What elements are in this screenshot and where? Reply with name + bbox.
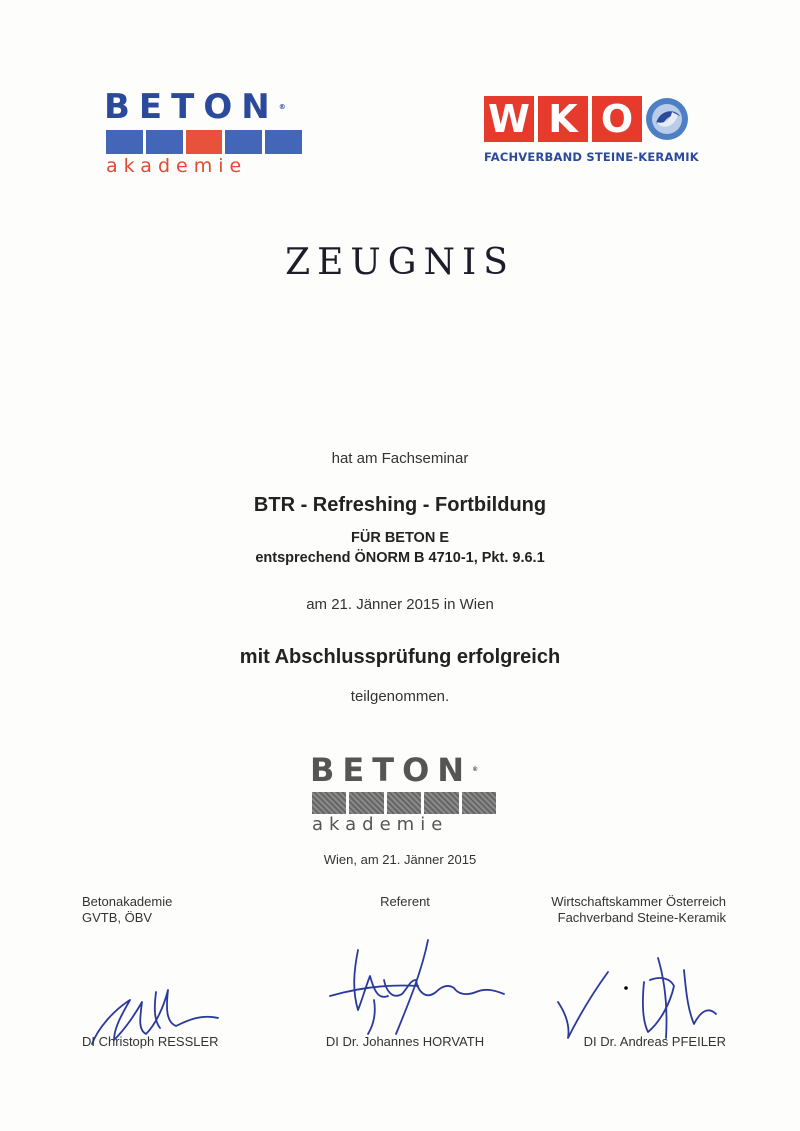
signatory-left-org	[82, 894, 172, 926]
stamp-registered: ®	[472, 766, 479, 773]
wko-letter-w: W	[484, 96, 534, 142]
result-text: mit Abschlussprüfung erfolgreich	[239, 646, 561, 668]
intro-text: hat am Fachseminar	[331, 450, 469, 467]
beton-logo-word: BETON	[104, 87, 279, 127]
signatory-left-name: DI Christoph RESSLER	[82, 1034, 219, 1049]
course-subtitle: FÜR BETON E	[350, 530, 450, 546]
closing-text: teilgenommen.	[350, 688, 450, 705]
signature-middle	[318, 930, 518, 1050]
course-norm: entsprechend ÖNORM B 4710-1, Pkt. 9.6.1	[255, 550, 545, 566]
beton-akademie-logo	[104, 88, 304, 184]
wko-letters	[484, 96, 642, 142]
signatory-left-org2: GVTB, ÖBV	[82, 910, 153, 925]
stamp-subtitle: akademie	[312, 814, 449, 835]
certificate-title: ZEUGNIS	[285, 242, 515, 283]
beton-akademie-stamp	[310, 752, 500, 844]
wko-letter-o: O	[592, 96, 642, 142]
wko-logo	[484, 96, 700, 170]
signatory-right-org2: Fachverband Steine-Keramik	[557, 910, 726, 925]
beton-logo-squares	[106, 130, 302, 154]
signatory-right-org	[480, 894, 726, 926]
wko-emblem-icon	[644, 96, 690, 142]
stamp-squares	[312, 792, 496, 814]
place-date: Wien, am 21. Jänner 2015	[323, 852, 477, 867]
signatory-right-name: DI Dr. Andreas PFEILER	[583, 1034, 726, 1049]
wko-subtitle: FACHVERBAND STEINE-KERAMIK	[484, 150, 699, 164]
signatory-left-org1: Betonakademie	[82, 894, 173, 909]
signatory-middle-role: Referent	[380, 894, 430, 909]
seminar-date: am 21. Jänner 2015 in Wien	[306, 596, 494, 613]
signatory-right-org1: Wirtschaftskammer Österreich	[551, 894, 726, 909]
course-name: BTR - Refreshing - Fortbildung	[253, 494, 547, 516]
wko-letter-k: K	[538, 96, 588, 142]
stamp-word: BETON	[310, 751, 473, 789]
beton-logo-subtitle: akademie	[106, 155, 248, 177]
beton-logo-registered: ®	[278, 103, 286, 111]
signatory-middle-name: DI Dr. Johannes HORVATH	[325, 1034, 485, 1049]
